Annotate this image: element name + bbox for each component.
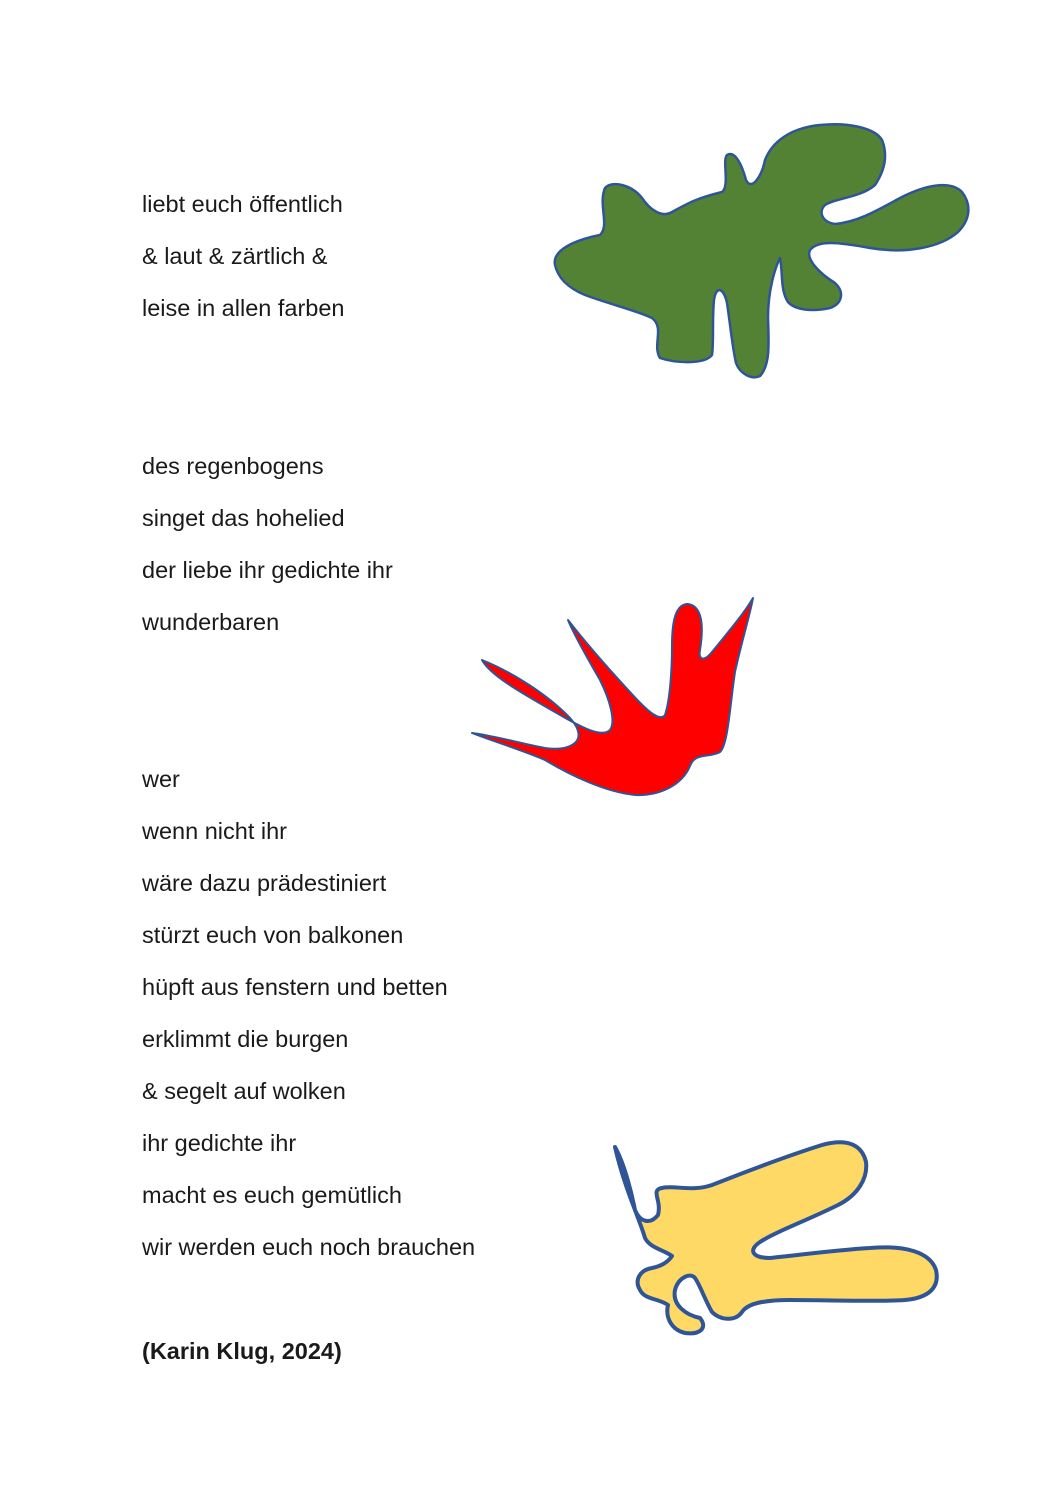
poem-line: wir werden euch noch brauchen [142,1234,476,1260]
poem-line: & laut & zärtlich & [142,243,328,269]
poem [142,178,662,1377]
poem-line: singet das hohelied [142,505,345,531]
poem-line: des regenbogens [142,453,324,479]
author-signature: (Karin Klug, 2024) [142,1338,342,1364]
poem-line: leise in allen farben [142,295,345,321]
poem-line: & segelt auf wolken [142,1078,346,1104]
poem-line: wer [142,766,180,792]
stanza-gap [142,334,662,387]
poem-line: wenn nicht ihr [142,818,287,844]
poem-line: hüpft aus fenstern und betten [142,974,448,1000]
stanza-gap [142,1273,662,1325]
stanza-gap [142,648,662,753]
yellow-abstract-shape [615,1142,937,1333]
poem-line: macht es euch gemütlich [142,1182,402,1208]
poem-line: stürzt euch von balkonen [142,922,404,948]
poem-line: wunderbaren [142,609,280,635]
stanza-3 [142,753,662,1273]
stanza-2 [142,440,662,648]
poem-line: ihr gedichte ihr [142,1130,297,1156]
poem-line: erklimmt die burgen [142,1026,349,1052]
stanza-1 [142,178,662,334]
poem-line: wäre dazu prädestiniert [142,870,387,896]
stanza-gap [142,387,662,440]
poem-line: der liebe ihr gedichte ihr [142,557,393,583]
poem-line: liebt euch öffentlich [142,191,343,217]
